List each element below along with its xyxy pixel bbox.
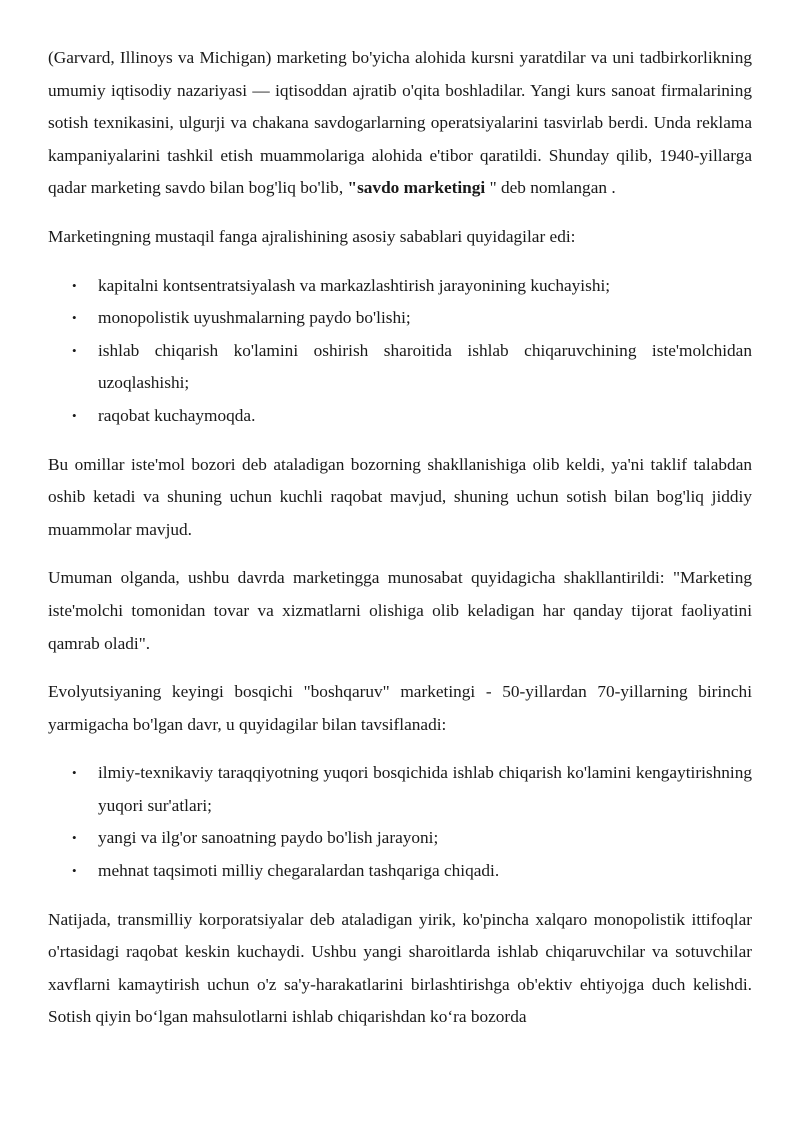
list-item-text: kapitalni kontsentratsiyalash va markazlashtirish jarayonining kuchayishi;: [98, 275, 611, 295]
paragraph-marketing-definition: Umuman olganda, ushbu davrda marketingga munosabat quyidagicha shakllantirildi: "Marketing iste'molchi tomonidan tovar va xizmatlarni olishiga olib keladigan har qanday tijorat faoliyatini qamrab oladi".: [48, 568, 752, 653]
list-item-text: monopolistik uyushmalarning paydo bo'lishi;: [98, 308, 411, 328]
list-item-text: raqobat kuchaymoqda.: [98, 405, 256, 425]
bold-term: "savdo marketingi: [347, 178, 486, 198]
bullet-icon: •: [72, 765, 77, 781]
list-item-text: ilmiy-texnikaviy taraqqiyotning yuqori bosqichida ishlab chiqarish ko'lamini kengaytirishning yuqori sur'atlari;: [98, 763, 752, 815]
bullet-icon: •: [72, 342, 77, 358]
bullet-icon: •: [72, 277, 77, 293]
paragraph-consumer-market: Bu omillar iste'mol bozori deb ataladigan bozorning shakllanishiga olib keldi, ya'ni taklif talabdan oshib ketadi va shuning uchun kuchli raqobat mavjud, shuning uchun sotish bilan bog'liq jiddiy muammolar mavjud.: [48, 454, 752, 539]
paragraph-text: (Garvard, Illinoys va Michigan) marketing bo'yicha alohida kursni yaratdilar va uni tadbirkorlikning umumiy iqtisodiy nazariyasi — iqtisoddan ajratib o'qita boshladilar. Yangi kurs sanoat firmalarining sotish texnikasini, ulgurji va chakana savdogarlarning operatsiyalarini tasvirlab berdi. Unda reklama kampaniyalarini tashkil etish muammolariga alohida e'tibor qaratildi. Shunday qilib, 1940-yillarga qadar marketing savdo bilan bog'liq bo'lib,: [48, 48, 752, 198]
list-item: [48, 822, 752, 855]
paragraph-reasons-intro: Marketingning mustaqil fanga ajralishining asosiy sabablari quyidagilar edi:: [48, 226, 576, 246]
bullet-icon: •: [72, 863, 77, 879]
list-item: [48, 400, 752, 433]
list-item-text: mehnat taqsimoti milliy chegaralardan tashqariga chiqadi.: [98, 861, 500, 881]
paragraph-intro: [48, 42, 752, 205]
bullet-icon: •: [72, 310, 77, 326]
list-item: [48, 335, 752, 400]
list-item: [48, 855, 752, 888]
list-item-text: yangi va ilg'or sanoatning paydo bo'lish jarayoni;: [98, 828, 439, 848]
list-item: [48, 270, 752, 303]
paragraph-text: " deb nomlangan .: [485, 178, 616, 198]
list-item: [48, 302, 752, 335]
list-item-text: ishlab chiqarish ko'lamini oshirish sharoitida ishlab chiqaruvchining iste'molchidan uzoqlashishi;: [98, 340, 752, 393]
list-item: [48, 757, 752, 822]
document-page: [48, 42, 752, 1050]
bullet-icon: •: [72, 830, 77, 846]
paragraph-management-stage: Evolyutsiyaning keyingi bosqichi "boshqaruv" marketingi - 50-yillardan 70-yillarning birinchi yarmigacha bo'lgan davr, u quyidagilar bilan tavsiflanadi:: [48, 682, 752, 734]
bullet-icon: •: [72, 407, 77, 423]
reasons-list: [48, 270, 752, 433]
paragraph-conclusion: Natijada, transmilliy korporatsiyalar deb ataladigan yirik, ko'pincha xalqaro monopolistik ittifoqlar o'rtasidagi raqobat keskin kuchaydi. Ushbu yangi sharoitlarda ishlab chiqaruvchilar va sotuvchilar xavflarni kamaytirish uchun o'z sa'y-harakatlarini birlashtirishga ob'ektiv ehtiyojga duch kelishdi. Sotish qiyin bo‘lgan mahsulotlarni ishlab chiqarishdan ko‘ra bozorda: [48, 909, 752, 1027]
features-list: [48, 757, 752, 887]
